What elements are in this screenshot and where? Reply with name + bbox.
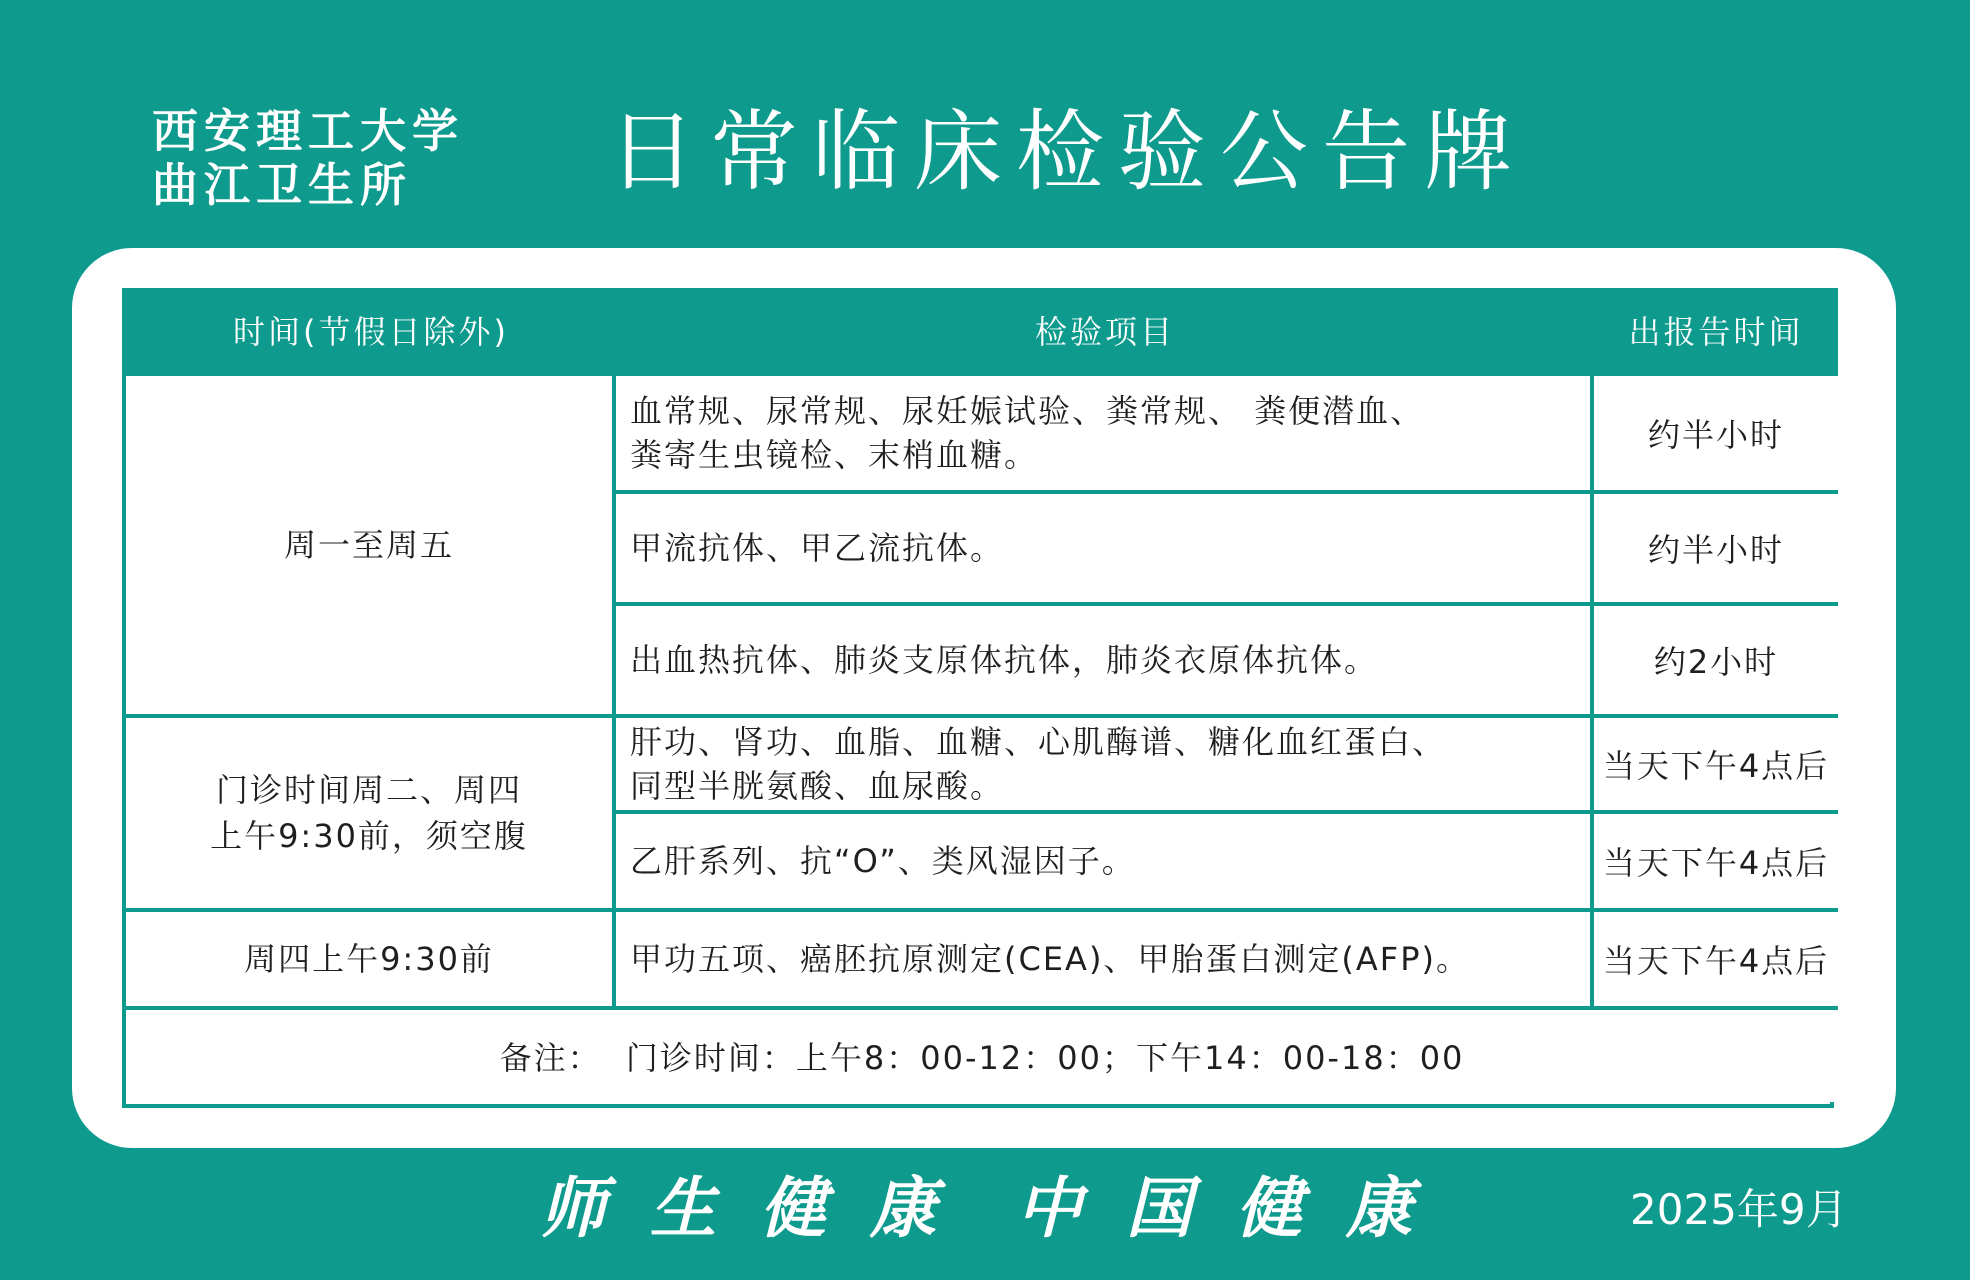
exam-items-cell	[616, 810, 1594, 908]
exam-items-line: 同型半胱氨酸、血尿酸。	[630, 767, 1005, 805]
column-header-time: 时间(节假日除外)	[126, 288, 616, 372]
slogan-left: 师生健康	[540, 1169, 980, 1247]
exam-items-cell	[616, 908, 1594, 1006]
report-time-cell: 当天下午4点后	[1594, 810, 1838, 908]
column-header-items: 检验项目	[616, 288, 1594, 372]
schedule-line: 门诊时间周二、周四	[215, 771, 522, 809]
org-name-line2: 曲江卫生所	[152, 158, 412, 212]
org-name-line1: 西安理工大学	[152, 104, 464, 158]
report-time-cell: 当天下午4点后	[1594, 908, 1838, 1006]
exam-items-line: 甲流抗体、甲乙流抗体。	[630, 529, 1005, 567]
schedule-weekdays: 周一至周五	[126, 372, 616, 714]
exam-items-line: 甲功五项、癌胚抗原测定(CEA)、甲胎蛋白测定(AFP)。	[630, 940, 1470, 978]
exam-items-cell	[616, 602, 1594, 714]
report-time-cell: 约半小时	[1594, 372, 1838, 490]
exam-items-cell	[616, 714, 1594, 810]
board-title: 日常临床检验公告牌	[608, 100, 1527, 203]
exam-schedule-table	[122, 288, 1834, 1108]
schedule-tue-thu-fasting	[126, 714, 616, 908]
report-time-cell: 约半小时	[1594, 490, 1838, 602]
report-time-cell: 当天下午4点后	[1594, 714, 1838, 810]
exam-items-cell	[616, 372, 1594, 490]
schedule-line: 上午9:30前，须空腹	[210, 817, 528, 855]
exam-items-line: 乙肝系列、抗“O”、类风湿因子。	[630, 842, 1136, 880]
notice-date: 2025年9月	[1630, 1185, 1848, 1234]
organization-name	[152, 104, 464, 212]
exam-items-line: 肝功、肾功、血脂、血糖、心肌酶谱、糖化血红蛋白、	[630, 723, 1447, 761]
schedule-thursday-morning: 周四上午9:30前	[126, 908, 616, 1006]
exam-items-line: 粪寄生虫镜检、末梢血糖。	[630, 436, 1039, 474]
clinic-hours-note: 备注： 门诊时间：上午8：00-12：00；下午14：00-18：00	[126, 1006, 1838, 1102]
exam-items-line: 血常规、尿常规、尿妊娠试验、粪常规、 粪便潜血、	[630, 392, 1425, 430]
footer-slogan	[540, 1168, 1456, 1248]
exam-items-line: 出血热抗体、肺炎支原体抗体，肺炎衣原体抗体。	[630, 641, 1379, 679]
slogan-right: 中国健康	[1016, 1169, 1456, 1247]
report-time-cell: 约2小时	[1594, 602, 1838, 714]
exam-items-cell	[616, 490, 1594, 602]
column-header-report-time: 出报告时间	[1594, 288, 1838, 372]
